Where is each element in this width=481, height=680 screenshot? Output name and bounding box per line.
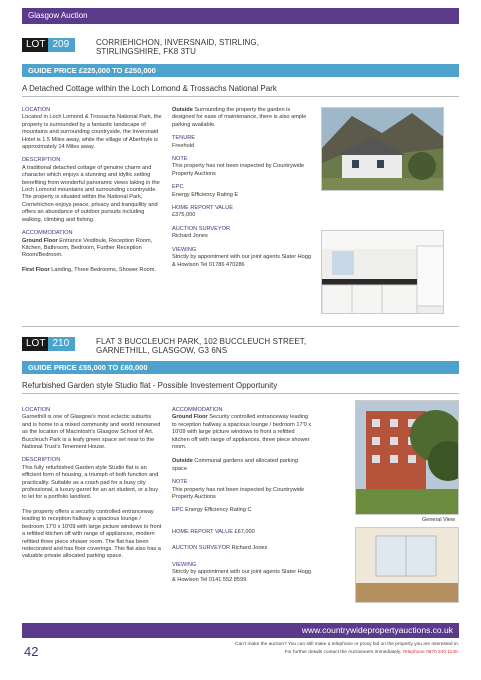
lot-subtitle: Refurbished Garden style Studio flat - Possible Investement Opportunity — [22, 381, 459, 394]
address-line-2: STIRLINGSHIRE, FK8 3TU — [96, 47, 196, 56]
guide-price-bar — [22, 64, 459, 77]
lot-number: 209 — [48, 38, 75, 52]
first-floor-text: Landing, Three Bedrooms, Shower Room. — [49, 266, 156, 273]
viewing-heading: VIEWING — [172, 246, 197, 253]
lot-subtitle: A Detached Cottage within the Loch Lomond & Trossachs National Park — [22, 84, 459, 97]
epc-text: Energy Efficiency Rating E — [172, 191, 239, 198]
tenure-text: Freehold — [172, 142, 195, 149]
home-report-text: £67,000 — [232, 528, 255, 535]
epc-text: Energy Efficiency Rating C — [183, 507, 252, 514]
description-text-2: The property offers a security controlled entranceway leading to reception hallway a spacious lounge / bedroom 17'0 x 10'09 with large picture windows to front a refitted kitchen off with range of appliances, modern refitted three piece shower room. The flat has been redecorated and has floor coverings. This flat also has a valuable private allocated parking space. — [22, 508, 162, 560]
address-line-1: FLAT 3 BUCCLEUCH PARK, 102 BUCCLEUCH STREET, — [96, 337, 307, 346]
accommodation-heading: ACCOMMODATION — [172, 407, 223, 413]
lot-209-right-column — [172, 107, 312, 269]
auction-header — [22, 8, 459, 24]
lot-badge — [22, 38, 75, 52]
lot-label: LOT — [22, 337, 48, 351]
lot-210-left-column — [22, 407, 162, 561]
auction-title: Glasgow Auction — [28, 11, 88, 20]
photo-caption: General View — [422, 517, 455, 523]
page-number: 42 — [24, 644, 39, 659]
lot-number: 210 — [48, 337, 75, 351]
lot-separator — [22, 326, 459, 327]
guide-price: GUIDE PRICE £225,000 TO £250,000 — [28, 66, 156, 75]
ground-floor — [22, 238, 162, 260]
cottage-exterior-photo — [321, 107, 444, 191]
outside-label: Outside — [172, 458, 193, 465]
lot-label: LOT — [22, 38, 48, 52]
footer-line-1: Can't make the auction? You can still make a telephone or proxy bid on the property you are interested in. — [235, 642, 459, 647]
outside-label: Outside — [172, 107, 193, 113]
ground-floor-label: Ground Floor — [22, 237, 58, 244]
surveyor-heading: AUCTION SURVEYOR — [172, 545, 231, 552]
address-line-2: GARNETHILL, GLASGOW, G3 6NS — [96, 346, 228, 355]
ground-floor-text: Security controlled entranceway leading to reception hallway a spacious lounge / bedroom 17'0 x 10'09 with large picture windows to front a refitted kitchen off with range of appliances, three piece shower room. — [172, 414, 312, 451]
cottage-kitchen-photo — [321, 230, 444, 314]
location-heading: LOCATION — [22, 107, 51, 113]
first-floor-label: First Floor — [22, 266, 50, 273]
home-report-heading: HOME REPORT VALUE — [172, 205, 233, 212]
description-text: This fully refurbished Garden style Studio flat is an efficient form of housing, a triumph of both function and practicality. Suitable as a crash pad for a busy city professional, a luxury garret for an art student, or a buy to let for a portfolio landlord. — [22, 464, 159, 501]
tenure-heading: TENURE — [172, 135, 195, 142]
accommodation-heading: ACCOMMODATION — [22, 230, 73, 237]
guide-price-bar — [22, 361, 459, 374]
first-floor — [22, 267, 162, 274]
location-heading: LOCATION — [22, 407, 51, 413]
epc-heading: EPC — [172, 184, 184, 191]
epc-line — [172, 507, 312, 514]
outside-text: Communal gardens and allocated parking space — [172, 458, 298, 472]
surveyor-line — [172, 545, 312, 552]
viewing-text: Strictly by appointment with our joint agents Slater Hogg & Howison Tel 01786 470286 — [172, 254, 311, 268]
note-heading: NOTE — [172, 156, 188, 163]
lot-address — [96, 337, 306, 355]
footer-phone: Telephone 0870 240 1140. — [402, 650, 459, 655]
home-report-text: £375,000 — [172, 212, 196, 219]
website-link[interactable]: www.countrywidepropertyauctions.co.uk — [301, 625, 453, 635]
footer-website-bar — [22, 623, 459, 638]
ground-floor-text: Entrance Vestibule, Reception Room, Kitchen, Bathroom, Bedroom, Further Reception Room/Bedroom. — [22, 237, 153, 259]
location-text: Garnethill is one of Glasgow's most eclectic suburbs and is home to a mixed community and world renowned as the location of Macintosh's Glasgow School of Art. Buccleuch Park is a leafy green space set near to the National Trust's Tenement House. — [22, 414, 161, 451]
note-heading: NOTE — [172, 479, 188, 486]
ground-floor-label: Ground Floor — [172, 414, 208, 421]
lot-badge — [22, 337, 75, 351]
description-heading: DESCRIPTION — [22, 457, 61, 464]
flat-building-photo — [355, 400, 459, 515]
surveyor-heading: AUCTION SURVEYOR — [172, 225, 231, 232]
note-text: This property has not been inspected by Countrywide Property Auctions — [172, 486, 305, 501]
viewing-heading: VIEWING — [172, 561, 197, 568]
lot-209-left-column — [22, 107, 162, 274]
surveyor-text: Richard Jones — [172, 233, 208, 240]
outside-text: Surrounding the property the garden is designed for ease of maintenance, there is also ample parking available. — [172, 107, 307, 128]
guide-price: GUIDE PRICE £55,000 TO £60,000 — [28, 363, 148, 372]
footer-line-2 — [285, 650, 459, 655]
flat-interior-photo — [355, 527, 459, 603]
viewing-text: Strictly by appointment with our joint agents Slater Hogg & Howison Tel 0141 552 8599 — [172, 569, 311, 583]
note-text: This property has not been inspected by Countrywide Property Auctions — [172, 163, 305, 177]
outside — [172, 458, 312, 473]
home-report-line — [172, 529, 312, 536]
ground-floor — [172, 414, 312, 451]
epc-heading: EPC — [172, 507, 184, 514]
outside — [172, 107, 312, 129]
lot-address — [96, 38, 259, 56]
home-report-heading: HOME REPORT VALUE — [172, 528, 233, 535]
description-text: A traditional detached cottage of genuine charm and character which enjoys a stunning and idyllic setting benefiting from wonderful panoramic views taking in the Loch Lomond mountains and surrounding countryside. The property is situated within the National Park, Corriehichon enjoys peace, privacy and tranquillity and offers an abundance of outdoor pursuits including walking, climbing and fishing. — [22, 164, 160, 223]
description-heading: DESCRIPTION — [22, 157, 61, 164]
lot-210-right-column — [172, 407, 312, 584]
location-text: Located in Loch Lomond & Trossachs National Park, the property is surrounded by a fantastic landscape of mountains and surrounding countryside, the Inversnaid Hotel is 1.5 Miles away, while the village of Aberfoyle is approximately 14 Miles away. — [22, 114, 162, 151]
footer-contact-text: For further details contact the Auctioneers immediately. — [284, 650, 402, 655]
address-line-1: CORRIEHICHON, INVERSNAID, STIRLING, — [96, 38, 260, 47]
surveyor-text: Richard Jones — [230, 545, 268, 552]
